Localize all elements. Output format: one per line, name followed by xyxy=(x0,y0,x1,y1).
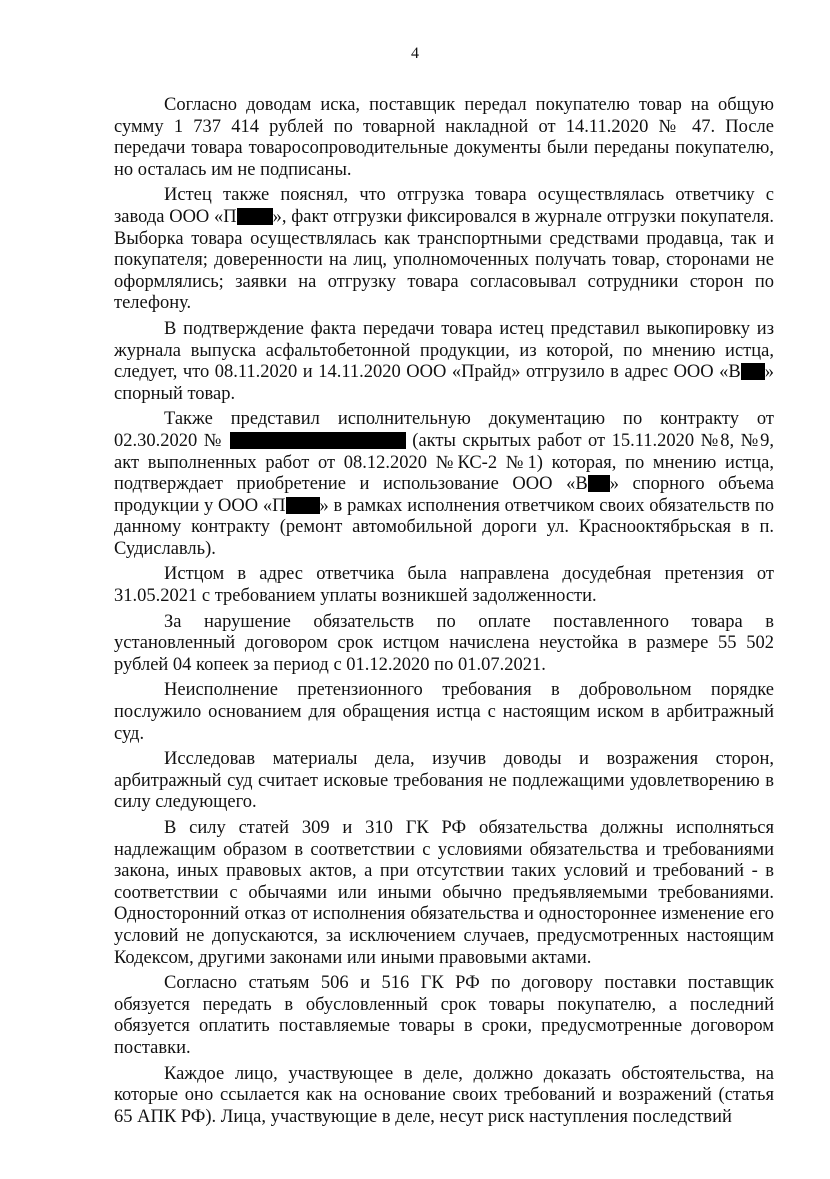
paragraph-6: За нарушение обязательств по оплате поставленного товара в установленный договором срок истцом начислена неустойка в размере 55 502 рублей 04 копеек за период с 01.12.2020 по 01.07.2021. xyxy=(114,611,774,675)
paragraph-2-text-a: Истец также пояснял, что отгрузка товара осуществлялась ответчику с завода ООО «П xyxy=(114,185,774,227)
paragraph-8: Исследовав материалы дела, изучив доводы и возражения сторон, арбитражный суд считает исковые требования не подлежащими удовлетворению в силу следующего. xyxy=(114,749,774,813)
paragraph-9: В силу статей 309 и 310 ГК РФ обязательства должны исполняться надлежащим образом в соответствии с условиями обязательства и требованиями закона, иных правовых актов, а при отсутствии таких условий и требований - в соответствии с обычаями или иными обычно предъявляемыми требованиями. Односторонний отказ от исполнения обязательства и одностороннее изменение его условий не допускаются, за исключением случаев, предусмотренных настоящим Кодексом, другими законами или иными правовыми актами. xyxy=(114,818,774,968)
paragraph-10: Согласно статьям 506 и 516 ГК РФ по договору поставки поставщик обязуется передать в обусловленный срок товары покупателю, а последний обязуется оплатить поставляемые товары в сроки, предусмотренные договором поставки. xyxy=(114,973,774,1058)
document-body xyxy=(114,95,774,1132)
paragraph-3-text-a: В подтверждение факта передачи товара истец представил выкопировку из журнала выпуска асфальтобетонной продукции, из которой, по мнению истца, следует, что 08.11.2020 и 14.11.2020 ООО «Прайд» отгрузило в адрес ООО «В xyxy=(114,318,774,383)
paragraph-5: Истцом в адрес ответчика была направлена досудебная претензия от 31.05.2021 с требованием уплаты возникшей задолженности. xyxy=(114,564,774,607)
page-number: 4 xyxy=(411,45,419,62)
paragraph-2 xyxy=(114,185,774,315)
paragraph-1: Согласно доводам иска, поставщик передал покупателю товар на общую сумму 1 737 414 рублей по товарной накладной от 14.11.2020 № 47. После передачи товара товаросопроводительные документы были переданы покупателю, но осталась им не подписаны. xyxy=(114,95,774,180)
redaction-block xyxy=(230,432,406,449)
redaction-block xyxy=(286,497,320,514)
paragraph-4-text-b: (акты скрытых работ от 15.11.2020 №8, №9, акт выполненных работ от 08.12.2020 №КС-2 №1) которая, по мнению истца, подтверждает приобретение и использование ООО «В xyxy=(114,430,774,495)
paragraph-4-text-d: » в рамках исполнения ответчиком своих обязательств по данному контракту (ремонт автомобильной дороги ул. Краснооктябрьская в п. Судиславль). xyxy=(114,495,774,559)
paragraph-3 xyxy=(114,319,774,405)
paragraph-3-text-b: » спорный товар. xyxy=(114,362,774,404)
redaction-block xyxy=(741,363,765,380)
redaction-block xyxy=(588,475,610,492)
paragraph-11: Каждое лицо, участвующее в деле, должно доказать обстоятельства, на которые оно ссылается как на основание своих требований и возражений (статья 65 АПК РФ). Лица, участвующие в деле, несут риск наступления последствий xyxy=(114,1063,774,1127)
paragraph-4-text-a: Также представил исполнительную документацию по контракту от 02.30.2020 № xyxy=(114,409,774,451)
redaction-block xyxy=(237,208,273,225)
paragraph-2-text-b: », факт отгрузки фиксировался в журнале отгрузки покупателя. Выборка товара осуществлялась как транспортными средствами продавца, так и покупателя; доверенности на лиц, уполномоченных получать товар, сторонами не оформлялись; заявки на отгрузку товара согласовывал сотрудники сторон по телефону. xyxy=(114,206,774,314)
paragraph-4-text-c: » спорного объема продукции у ООО «П xyxy=(114,474,774,516)
paragraph-7: Неисполнение претензионного требования в добровольном порядке послужило основанием для обращения истца с настоящим иском в арбитражный суд. xyxy=(114,680,774,744)
paragraph-4 xyxy=(114,409,774,560)
